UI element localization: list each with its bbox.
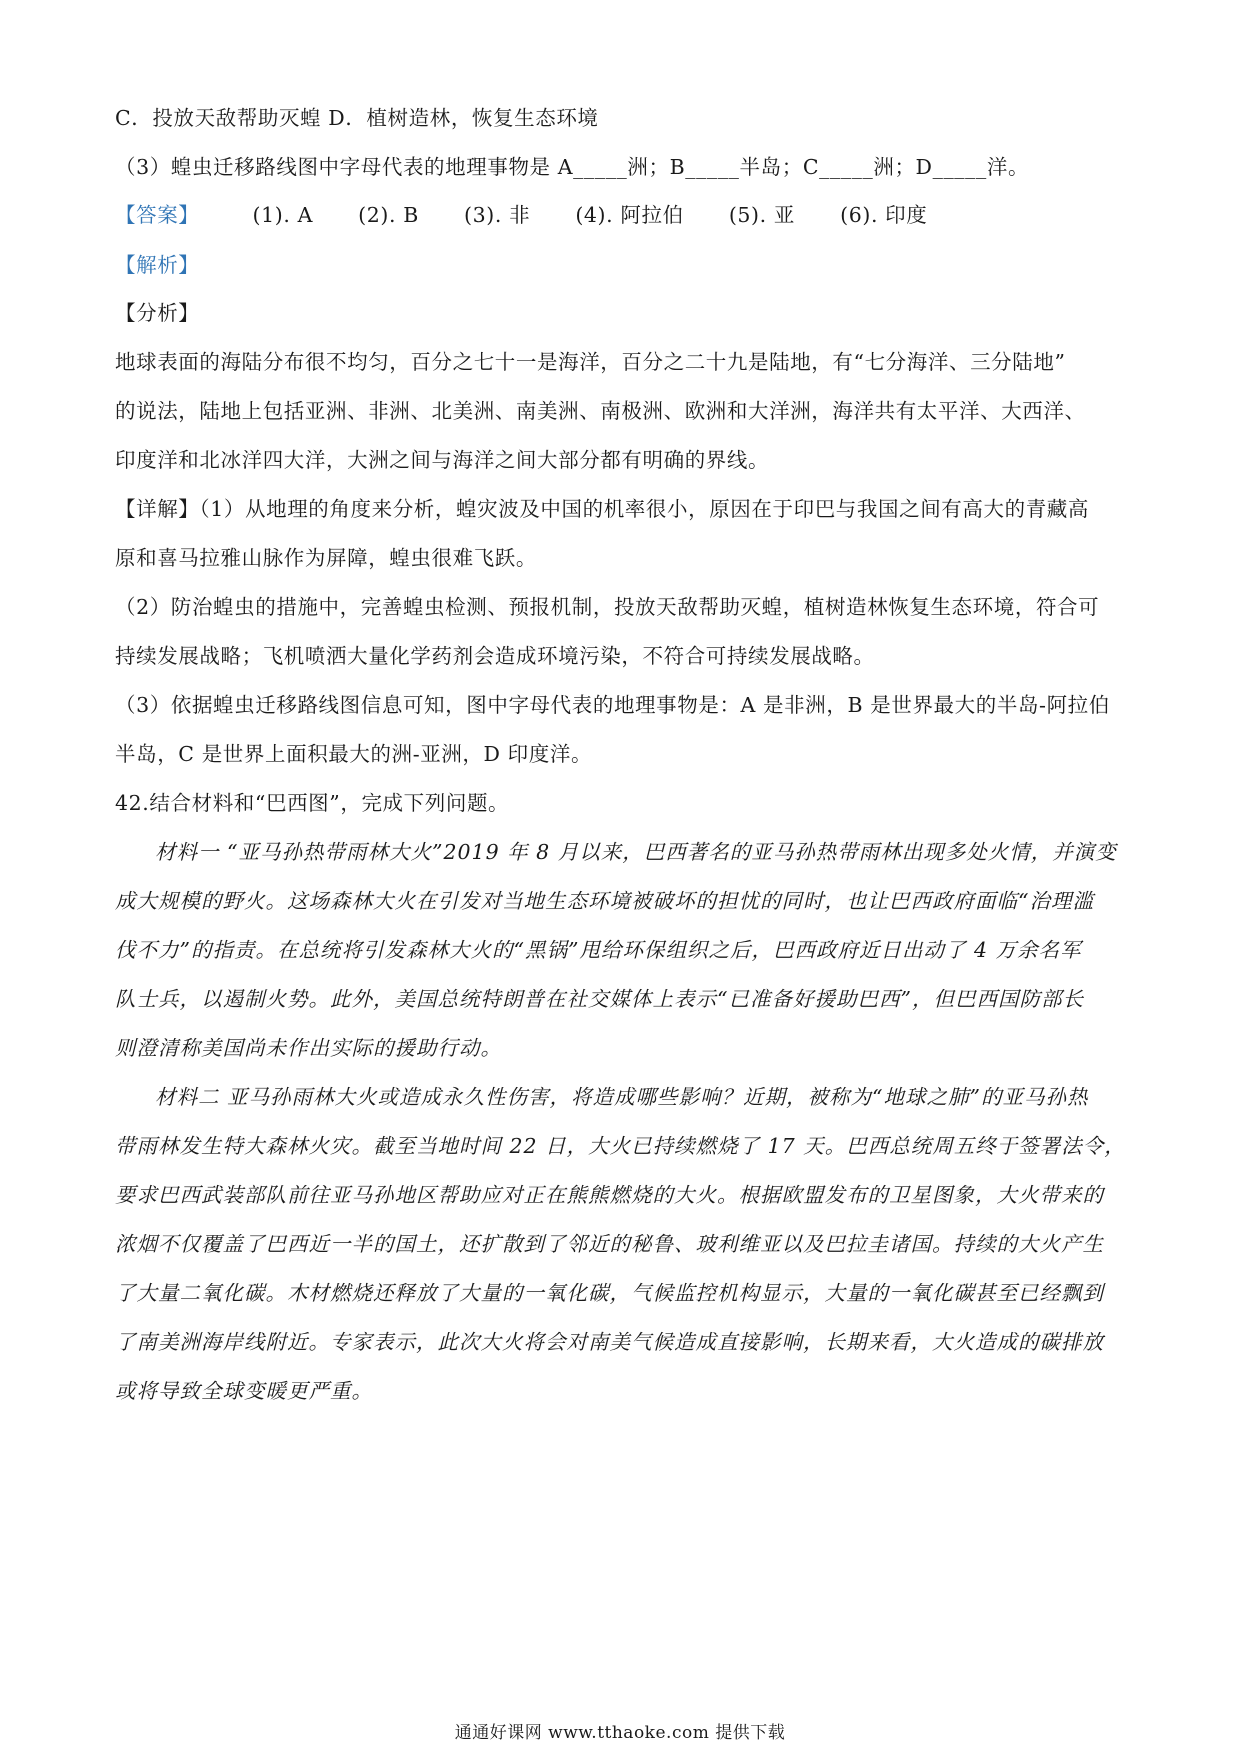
answer-item: (4). 阿拉伯	[575, 203, 684, 227]
option-line-cd: C．投放天敌帮助灭蝗 D．植树造林，恢复生态环境	[115, 106, 599, 130]
material2-line: 要求巴西武装部队前往亚马孙地区帮助应对正在熊熊燃烧的大火。根据欧盟发布的卫星图象，大火带来的	[115, 1183, 1104, 1207]
detail-line: 半岛，C 是世界上面积最大的洲-亚洲，D 印度洋。	[115, 742, 593, 766]
material2-line: 了大量二氧化碳。木材燃烧还释放了大量的一氧化碳，气候监控机构显示，大量的一氧化碳甚至已经飘到	[115, 1281, 1104, 1305]
answer-item: (2). B	[358, 203, 419, 227]
material1-line: 队士兵，以遏制火势。此外，美国总统特朗普在社交媒体上表示“已准备好援助巴西”，但巴西国防部长	[115, 987, 1084, 1011]
question-3-line: （3）蝗虫迁移路线图中字母代表的地理事物是 A_____洲；B_____半岛；C_____洲；D_____洋。	[115, 155, 1030, 179]
answer-item: (1). A	[252, 203, 314, 227]
material1-line: 成大规模的野火。这场森林大火在引发对当地生态环境被破坏的担忧的同时，也让巴西政府面临“治理滥	[115, 889, 1094, 913]
question-42: 42.结合材料和“巴西图”，完成下列问题。	[115, 791, 510, 815]
page-footer: 通通好课网 www.tthaoke.com 提供下载	[454, 1723, 786, 1743]
detail-line: 持续发展战略；飞机喷洒大量化学药剂会造成环境污染，不符合可持续发展战略。	[115, 644, 875, 668]
material2-line: 了南美洲海岸线附近。专家表示，此次大火将会对南美气候造成直接影响，长期来看，大火造成的碳排放	[115, 1330, 1104, 1354]
analysis-line: 地球表面的海陆分布很不均匀，百分之七十一是海洋，百分之二十九是陆地，有“七分海洋、三分陆地”	[115, 350, 1066, 374]
analysis-line: 的说法，陆地上包括亚洲、非洲、北美洲、南美洲、南极洲、欧洲和大洋洲，海洋共有太平洋、大西洋、	[115, 399, 1086, 423]
detail-line: （3）依据蝗虫迁移路线图信息可知，图中字母代表的地理事物是：A 是非洲，B 是世界最大的半岛-阿拉伯	[115, 693, 1110, 717]
material2-line: 或将导致全球变暖更严重。	[115, 1379, 373, 1403]
detail-line: （2）防治蝗虫的措施中，完善蝗虫检测、预报机制，投放天敌帮助灭蝗，植树造林恢复生态环境，符合可	[115, 595, 1100, 619]
material1-line: 材料一 “亚马孙热带雨林大火”2019 年 8 月以来，巴西著名的亚马孙热带雨林出现多处火情，并演变	[155, 840, 1117, 864]
fenxi-label: 【分析】	[115, 301, 200, 325]
material1-line: 则澄清称美国尚未作出实际的援助行动。	[115, 1036, 502, 1060]
material2-line: 浓烟不仅覆盖了巴西近一半的国土，还扩散到了邻近的秘鲁、玻利维亚以及巴拉圭诸国。持续的大火产生	[115, 1232, 1104, 1256]
detail-line: 原和喜马拉雅山脉作为屏障，蝗虫很难飞跃。	[115, 546, 537, 570]
analysis-line: 印度洋和北冰洋四大洋，大洲之间与海洋之间大部分都有明确的界线。	[115, 448, 770, 472]
material2-line: 材料二 亚马孙雨林大火或造成永久性伤害，将造成哪些影响？近期，被称为“地球之肺”的亚马孙热	[155, 1085, 1089, 1109]
material2-line: 带雨林发生特大森林火灾。截至当地时间 22 日，大火已持续燃烧了 17 天。巴西总统周五终于签署法令，	[115, 1134, 1126, 1158]
jiexi-label: 【解析】	[115, 253, 200, 277]
material1-line: 伐不力”的指责。在总统将引发森林大火的“黑锅”甩给环保组织之后，巴西政府近日出动了 4 万余名军	[115, 938, 1082, 962]
answer-item: (5). 亚	[728, 203, 795, 227]
answer-label: 【答案】	[115, 203, 200, 227]
answer-item: (6). 印度	[840, 203, 928, 227]
detail-line: 【详解】（1）从地理的角度来分析，蝗灾波及中国的机率很小，原因在于印巴与我国之间有高大的青藏高	[115, 497, 1089, 521]
answer-row	[115, 200, 1130, 230]
answer-item: (3). 非	[464, 203, 531, 227]
